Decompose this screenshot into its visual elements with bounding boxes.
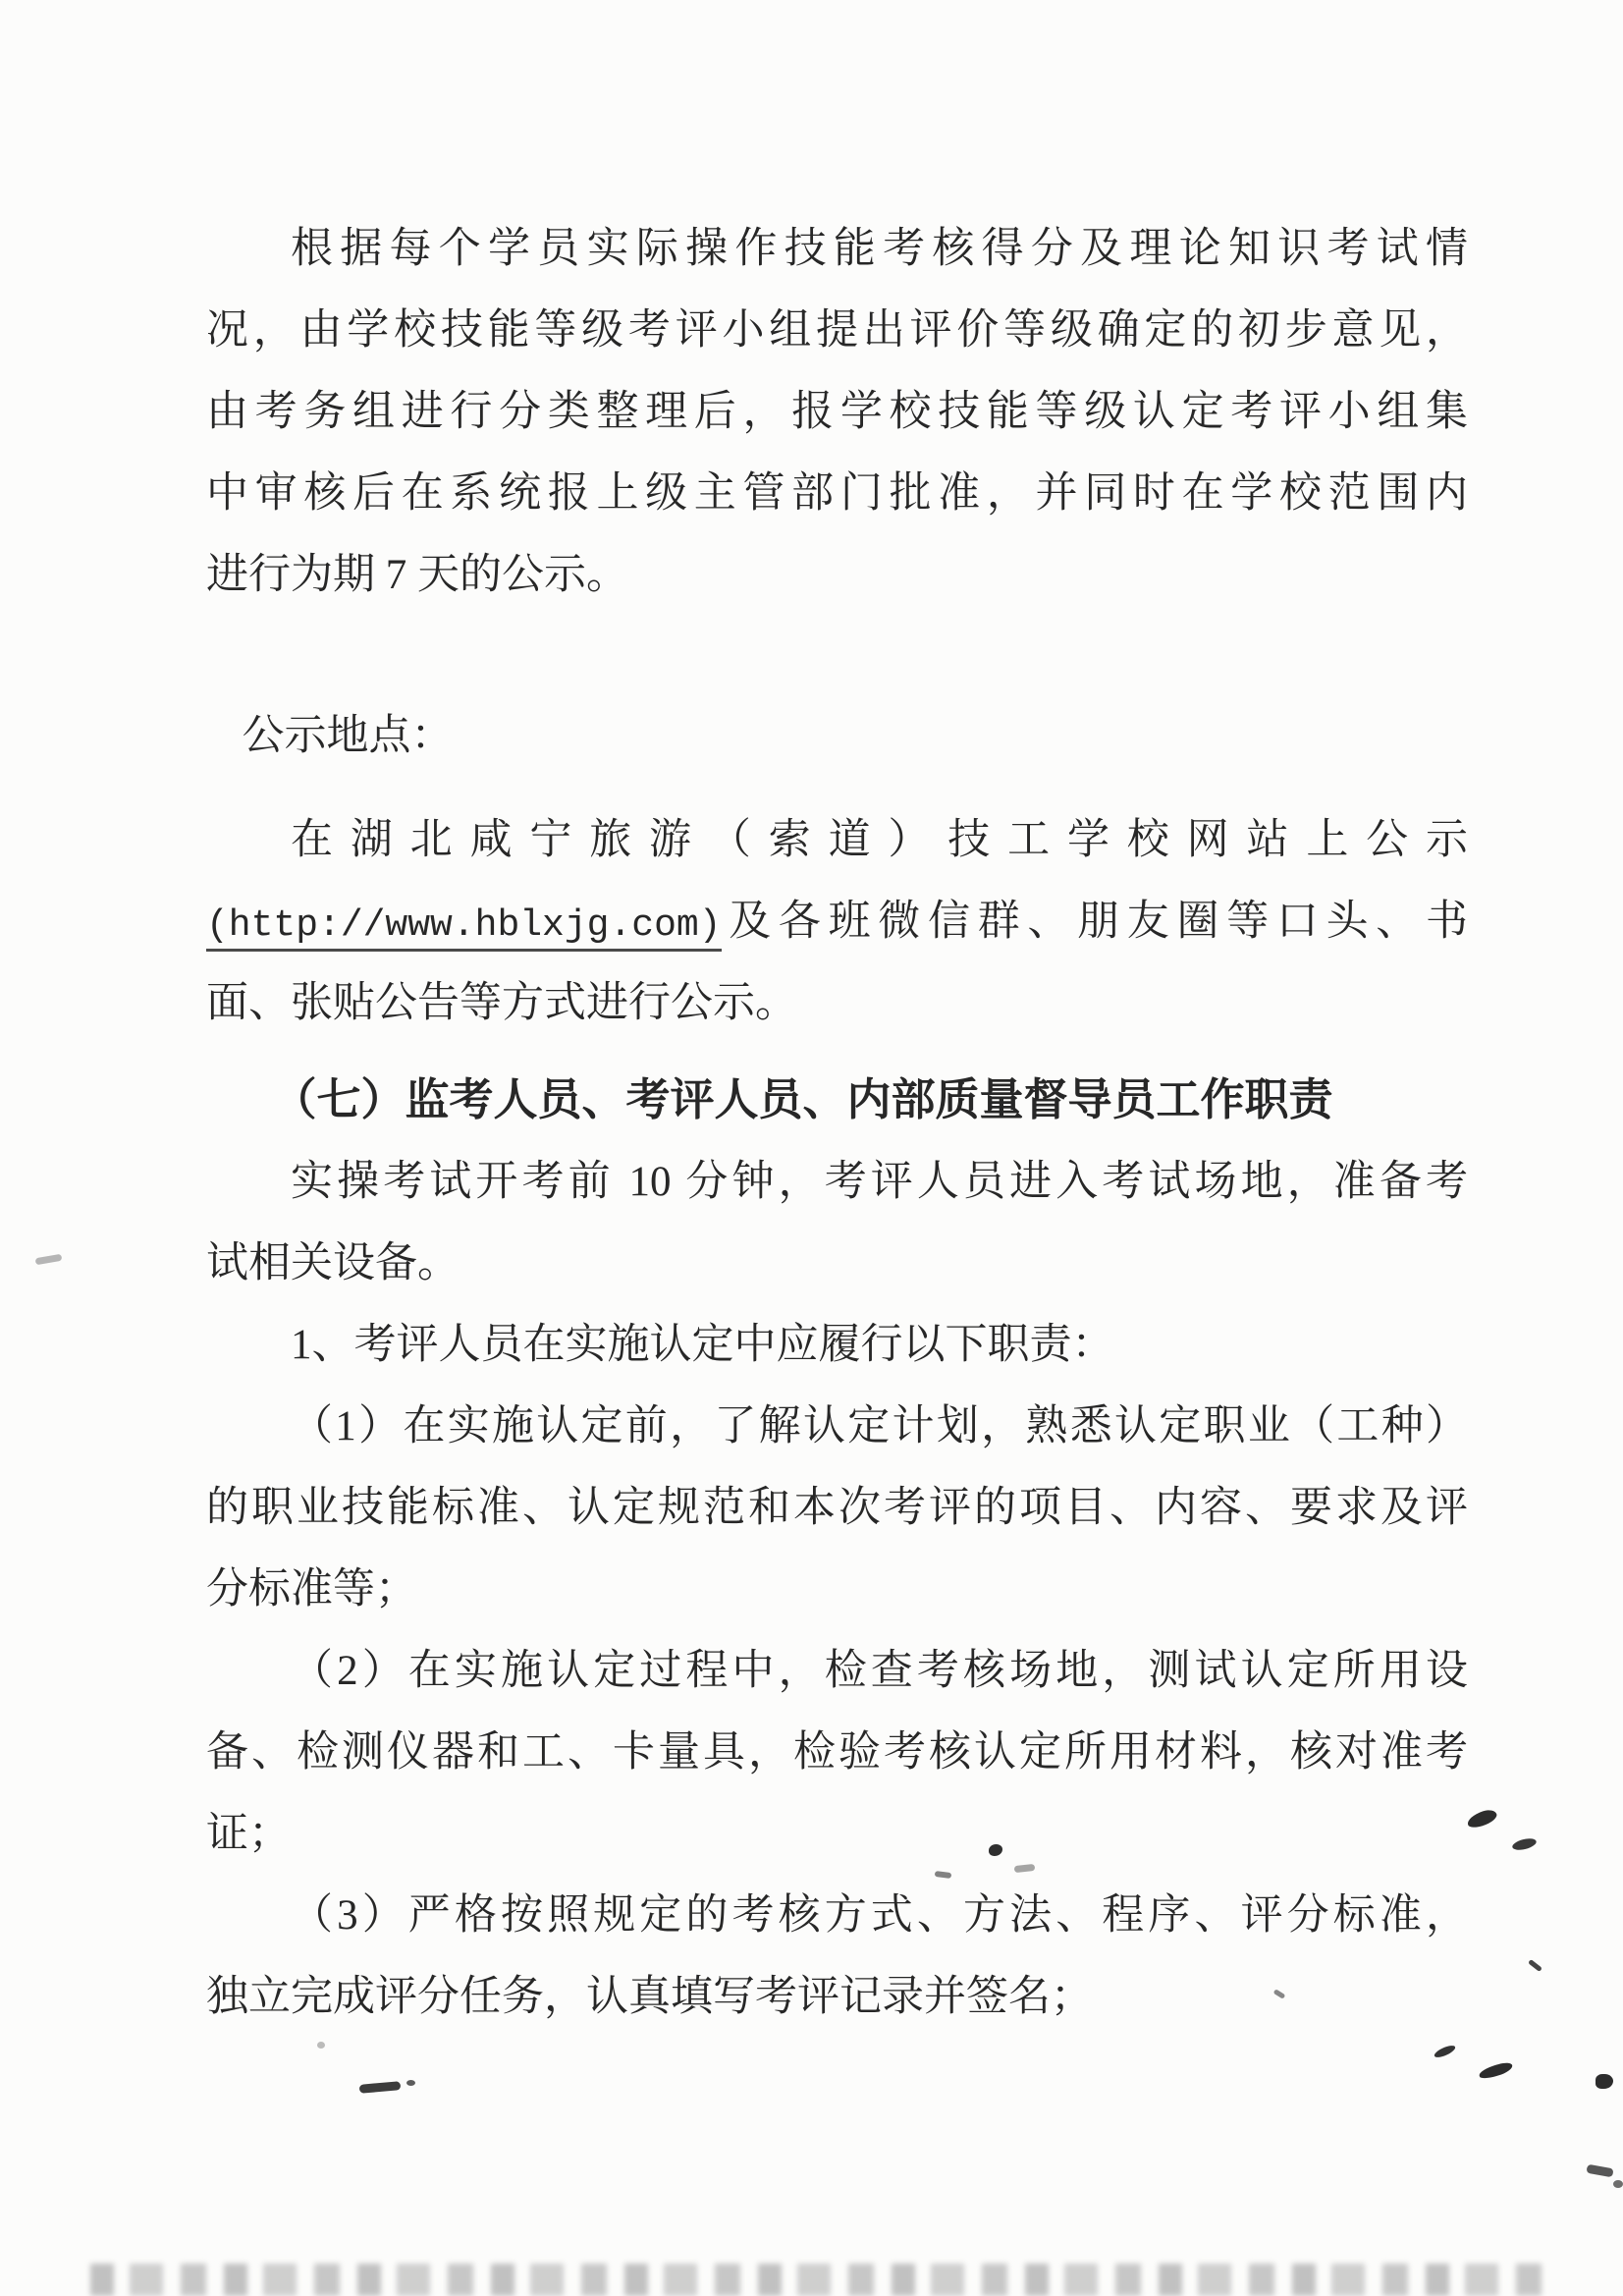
para-publicity-channels-line-1: 在湖北咸宁旅游（索道）技工学校网站上公示 xyxy=(291,817,1468,863)
para-duty-3-line-1: （3）严格按照规定的考核方式、方法、程序、评分标准， xyxy=(291,1892,1468,1939)
para-grading-process-line-2: 况，由学校技能等级考评小组提出评价等级确定的初步意见， xyxy=(206,307,1468,354)
ink-speck xyxy=(1511,1836,1538,1852)
para-duty-1 xyxy=(206,1386,1468,1630)
para-duty-3 xyxy=(206,1875,1468,2038)
ink-speck xyxy=(1613,2180,1623,2188)
para-assessor-duties-intro xyxy=(206,1304,1468,1386)
para-publicity-channels-line-2 xyxy=(206,881,1468,962)
ink-speck xyxy=(317,2042,325,2049)
heading-section-7-line-1: （七）监考人员、考评人员、内部质量督导员工作职责 xyxy=(272,1075,1333,1124)
ink-speck xyxy=(1586,2164,1613,2178)
para-publicity-channels-line-3: 面、张贴公告等方式进行公示。 xyxy=(206,980,797,1026)
cut-off-text-ghost xyxy=(90,2264,1542,2296)
para-grading-process-line-1: 根据每个学员实际操作技能考核得分及理论知识考试情 xyxy=(291,226,1468,272)
ink-speck xyxy=(1528,1959,1542,1972)
document-body xyxy=(206,208,1468,2038)
ink-speck xyxy=(1433,2044,1456,2060)
ink-speck xyxy=(406,2080,415,2086)
para-publicity-channels xyxy=(206,799,1468,1044)
label-publicity-location-line-1: 公示地点： xyxy=(242,713,454,759)
para-exam-prep-line-2: 试相关设备。 xyxy=(206,1240,460,1286)
label-publicity-location xyxy=(206,695,1468,777)
para-duty-2-line-1: （2）在实施认定过程中，检查考核场地，测试认定所用设 xyxy=(291,1648,1468,1694)
para-duty-2-line-2: 备、检测仪器和工、卡量具，检验考核认定所用材料，核对准考 xyxy=(206,1729,1468,1776)
para-exam-prep-line-1: 实操考试开考前 10 分钟，考评人员进入考试场地，准备考 xyxy=(291,1159,1468,1205)
para-duty-2-line-3: 证； xyxy=(206,1811,291,1857)
para-grading-process-line-5: 进行为期 7 天的公示。 xyxy=(206,552,628,598)
para-grading-process-line-3: 由考务组进行分类整理后，报学校技能等级认定考评小组集 xyxy=(206,389,1468,435)
para-duty-1-line-3: 分标准等； xyxy=(206,1566,417,1613)
school-website-url: (http://www.hblxjg.com) xyxy=(206,904,722,952)
para-grading-process xyxy=(206,208,1468,616)
heading-section-7 xyxy=(206,1060,1468,1141)
ink-speck xyxy=(359,2081,402,2094)
ink-speck xyxy=(1478,2060,1514,2080)
para-duty-1-line-2: 的职业技能标准、认定规范和本次考评的项目、内容、要求及评 xyxy=(206,1485,1468,1531)
ink-speck xyxy=(35,1254,63,1266)
para-duty-3-line-2: 独立完成评分任务，认真填写考评记录并签名； xyxy=(206,1974,1093,2020)
para-assessor-duties-intro-line-1: 1、考评人员在实施认定中应履行以下职责： xyxy=(291,1322,1114,1368)
para-exam-prep xyxy=(206,1141,1468,1304)
ink-speck xyxy=(1466,1808,1499,1831)
para-grading-process-line-4: 中审核后在系统报上级主管部门批准，并同时在学校范围内 xyxy=(206,470,1468,517)
para-duty-1-line-1: （1）在实施认定前，了解认定计划，熟悉认定职业（工种） xyxy=(291,1403,1468,1449)
ink-speck xyxy=(1596,2074,1613,2089)
text-segment: 及各班微信群、朋友圈等口头、书 xyxy=(721,899,1468,945)
para-duty-2 xyxy=(206,1630,1468,1875)
